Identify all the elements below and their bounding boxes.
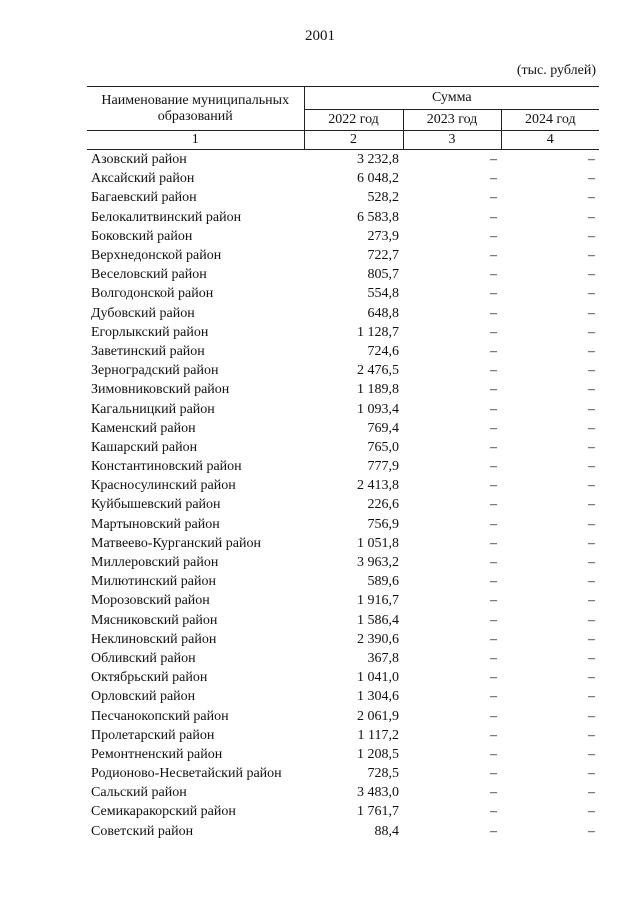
- municipality-name: Матвеево-Курганский район: [91, 535, 261, 551]
- municipality-name: Верхнедонской район: [91, 248, 222, 264]
- amount-2023: –: [490, 190, 497, 206]
- amount-2023: –: [490, 535, 497, 551]
- municipality-name: Мясниковский район: [91, 612, 218, 628]
- amount-2024: –: [588, 823, 596, 839]
- table-row: [87, 611, 599, 630]
- amount-2022: 226,6: [367, 497, 399, 513]
- table-row: [87, 188, 599, 207]
- amount-2024: –: [588, 766, 596, 782]
- table-row: [87, 399, 599, 418]
- municipality-name: Кашарский район: [91, 439, 198, 455]
- table-header: [87, 87, 599, 150]
- header-sum: Сумма: [304, 87, 599, 110]
- amount-2023: –: [490, 305, 497, 321]
- amount-2024: –: [588, 746, 596, 762]
- amount-2023: –: [490, 324, 497, 340]
- municipality-name: Родионово-Несветайский район: [91, 766, 282, 782]
- amount-2024: –: [588, 171, 596, 187]
- amount-2022: 1 128,7: [357, 324, 399, 340]
- header-year-2022: 2022 год: [304, 110, 403, 131]
- table-row: [87, 745, 599, 764]
- amount-2022: 528,2: [367, 190, 399, 206]
- amount-2024: –: [588, 612, 596, 628]
- municipality-name: Волгодонской район: [91, 286, 214, 302]
- amount-2022: 3 483,0: [357, 785, 399, 801]
- municipality-name: Орловский район: [91, 689, 196, 705]
- amount-2023: –: [490, 650, 497, 666]
- amount-2023: –: [490, 727, 497, 743]
- amount-2023: –: [490, 555, 497, 571]
- amount-2024: –: [588, 650, 596, 666]
- municipality-name: Ремонтненский район: [91, 746, 223, 762]
- table-row: [87, 342, 599, 361]
- amount-2022: 1 916,7: [357, 593, 399, 609]
- amount-2023: –: [490, 209, 497, 225]
- table-row: [87, 783, 599, 802]
- amount-2023: –: [490, 612, 497, 628]
- amount-2022: 6 048,2: [357, 171, 399, 187]
- table-row: [87, 764, 599, 783]
- amount-2023: –: [490, 363, 497, 379]
- municipality-name: Морозовский район: [91, 593, 210, 609]
- amount-2024: –: [588, 593, 596, 609]
- table-row: [87, 438, 599, 457]
- municipality-name: Каменский район: [91, 420, 196, 436]
- amount-2024: –: [588, 209, 596, 225]
- amount-2023: –: [490, 823, 497, 839]
- amount-2022: 554,8: [367, 286, 399, 302]
- amount-2024: –: [588, 363, 596, 379]
- amount-2022: 2 390,6: [357, 631, 399, 647]
- amount-2022: 1 761,7: [357, 804, 399, 820]
- amount-2023: –: [490, 248, 497, 264]
- amount-2022: 2 476,5: [357, 363, 399, 379]
- amount-2022: 1 586,4: [357, 612, 399, 628]
- amount-2022: 1 117,2: [357, 727, 399, 743]
- allocation-table: [87, 86, 599, 841]
- amount-2022: 769,4: [367, 420, 399, 436]
- table-row: [87, 553, 599, 572]
- amount-2024: –: [588, 305, 596, 321]
- table-body: [87, 150, 599, 841]
- amount-2023: –: [490, 670, 497, 686]
- amount-2022: 777,9: [367, 459, 399, 475]
- amount-2022: 805,7: [367, 267, 399, 283]
- amount-2022: 589,6: [367, 574, 399, 590]
- amount-2023: –: [490, 785, 497, 801]
- amount-2024: –: [588, 555, 596, 571]
- amount-2023: –: [490, 152, 497, 168]
- amount-2024: –: [588, 267, 596, 283]
- amount-2024: –: [588, 535, 596, 551]
- amount-2024: –: [588, 190, 596, 206]
- municipality-name: Боковский район: [91, 228, 193, 244]
- header-year-2024: 2024 год: [501, 110, 599, 131]
- municipality-name: Мартыновский район: [91, 516, 220, 532]
- amount-2024: –: [588, 785, 596, 801]
- municipality-name: Заветинский район: [91, 343, 205, 359]
- amount-2023: –: [490, 439, 497, 455]
- municipality-name: Азовский район: [91, 152, 187, 168]
- municipality-name: Аксайский район: [91, 171, 195, 187]
- table-row: [87, 323, 599, 342]
- amount-2024: –: [588, 152, 596, 168]
- amount-2024: –: [588, 708, 596, 724]
- amount-2022: 648,8: [367, 305, 399, 321]
- table-row: [87, 515, 599, 534]
- table-row: [87, 150, 599, 170]
- table-row: [87, 246, 599, 265]
- amount-2022: 722,7: [367, 248, 399, 264]
- amount-2023: –: [490, 420, 497, 436]
- amount-2024: –: [588, 439, 596, 455]
- amount-2022: 2 413,8: [357, 478, 399, 494]
- units-note: (тыс. рублей): [516, 63, 596, 78]
- amount-2024: –: [588, 516, 596, 532]
- amount-2022: 3 232,8: [357, 152, 399, 168]
- municipality-name: Песчанокопский район: [91, 708, 229, 724]
- amount-2023: –: [490, 516, 497, 532]
- municipality-name: Красносулинский район: [91, 478, 236, 494]
- amount-2022: 724,6: [367, 343, 399, 359]
- amount-2022: 2 061,9: [357, 708, 399, 724]
- amount-2024: –: [588, 459, 596, 475]
- table-row: [87, 495, 599, 514]
- table-row: [87, 822, 599, 841]
- amount-2023: –: [490, 286, 497, 302]
- amount-2022: 88,4: [374, 823, 399, 839]
- amount-2024: –: [588, 497, 596, 513]
- table-row: [87, 380, 599, 399]
- amount-2024: –: [588, 343, 596, 359]
- table-row: [87, 572, 599, 591]
- table-row: [87, 265, 599, 284]
- municipality-name: Зерноградский район: [91, 363, 219, 379]
- amount-2023: –: [490, 401, 497, 417]
- amount-2024: –: [588, 286, 596, 302]
- amount-2024: –: [588, 804, 596, 820]
- municipality-name: Белокалитвинский район: [91, 209, 242, 225]
- header-year-2023: 2023 год: [403, 110, 501, 131]
- table-row: [87, 630, 599, 649]
- header-col-number-1: 1: [87, 131, 304, 150]
- amount-2022: 367,8: [367, 650, 399, 666]
- amount-2023: –: [490, 171, 497, 187]
- amount-2022: 756,9: [367, 516, 399, 532]
- table-row: [87, 687, 599, 706]
- municipality-name: Константиновский район: [91, 459, 242, 475]
- amount-2022: 1 208,5: [357, 746, 399, 762]
- table-row: [87, 419, 599, 438]
- table-row: [87, 208, 599, 227]
- municipality-name: Багаевский район: [91, 190, 197, 206]
- amount-2023: –: [490, 478, 497, 494]
- amount-2024: –: [588, 248, 596, 264]
- table-row: [87, 802, 599, 821]
- amount-2023: –: [490, 746, 497, 762]
- municipality-name: Милютинский район: [91, 574, 217, 590]
- amount-2022: 1 304,6: [357, 689, 399, 705]
- header-col-number-2: 2: [304, 131, 403, 150]
- municipality-name: Кагальницкий район: [91, 401, 215, 417]
- amount-2024: –: [588, 574, 596, 590]
- municipality-name: Сальский район: [91, 785, 187, 801]
- amount-2022: 1 051,8: [357, 535, 399, 551]
- amount-2022: 6 583,8: [357, 209, 399, 225]
- table-row: [87, 304, 599, 323]
- amount-2023: –: [490, 497, 497, 513]
- amount-2024: –: [588, 727, 596, 743]
- table-row: [87, 668, 599, 687]
- header-municipality: Наименование муниципальных образований: [87, 87, 304, 131]
- table-row: [87, 706, 599, 725]
- municipality-name: Семикаракорский район: [91, 804, 236, 820]
- amount-2022: 1 041,0: [357, 670, 399, 686]
- amount-2023: –: [490, 708, 497, 724]
- table-row: [87, 534, 599, 553]
- amount-2022: 3 963,2: [357, 555, 399, 571]
- amount-2022: 1 189,8: [357, 382, 399, 398]
- municipality-name: Неклиновский район: [91, 631, 217, 647]
- amount-2022: 765,0: [367, 439, 399, 455]
- amount-2024: –: [588, 401, 596, 417]
- amount-2022: 1 093,4: [357, 401, 399, 417]
- page-number: 2001: [305, 28, 335, 44]
- municipality-name: Куйбышевский район: [91, 497, 221, 513]
- table-row: [87, 457, 599, 476]
- table-row: [87, 169, 599, 188]
- table-row: [87, 361, 599, 380]
- amount-2024: –: [588, 420, 596, 436]
- header-col-number-4: 4: [501, 131, 599, 150]
- table-row: [87, 726, 599, 745]
- municipality-name: Егорлыкский район: [91, 324, 209, 340]
- amount-2023: –: [490, 593, 497, 609]
- amount-2022: 273,9: [367, 228, 399, 244]
- municipality-name: Советский район: [91, 823, 194, 839]
- municipality-name: Веселовский район: [91, 267, 207, 283]
- table-row: [87, 649, 599, 668]
- amount-2023: –: [490, 343, 497, 359]
- amount-2023: –: [490, 267, 497, 283]
- municipality-name: Обливский район: [91, 650, 196, 666]
- amount-2024: –: [588, 382, 596, 398]
- amount-2023: –: [490, 631, 497, 647]
- amount-2023: –: [490, 804, 497, 820]
- table-row: [87, 284, 599, 303]
- amount-2023: –: [490, 459, 497, 475]
- amount-2024: –: [588, 670, 596, 686]
- table-row: [87, 227, 599, 246]
- municipality-name: Миллеровский район: [91, 555, 219, 571]
- municipality-name: Пролетарский район: [91, 727, 215, 743]
- amount-2023: –: [490, 766, 497, 782]
- amount-2024: –: [588, 228, 596, 244]
- amount-2023: –: [490, 689, 497, 705]
- amount-2024: –: [588, 631, 596, 647]
- amount-2023: –: [490, 574, 497, 590]
- amount-2023: –: [490, 228, 497, 244]
- table-row: [87, 591, 599, 610]
- municipality-name: Октябрьский район: [91, 670, 208, 686]
- municipality-name: Зимовниковский район: [91, 382, 230, 398]
- amount-2024: –: [588, 478, 596, 494]
- amount-2024: –: [588, 689, 596, 705]
- header-col-number-3: 3: [403, 131, 501, 150]
- amount-2022: 728,5: [367, 766, 399, 782]
- amount-2024: –: [588, 324, 596, 340]
- table-row: [87, 476, 599, 495]
- municipality-name: Дубовский район: [91, 305, 195, 321]
- amount-2023: –: [490, 382, 497, 398]
